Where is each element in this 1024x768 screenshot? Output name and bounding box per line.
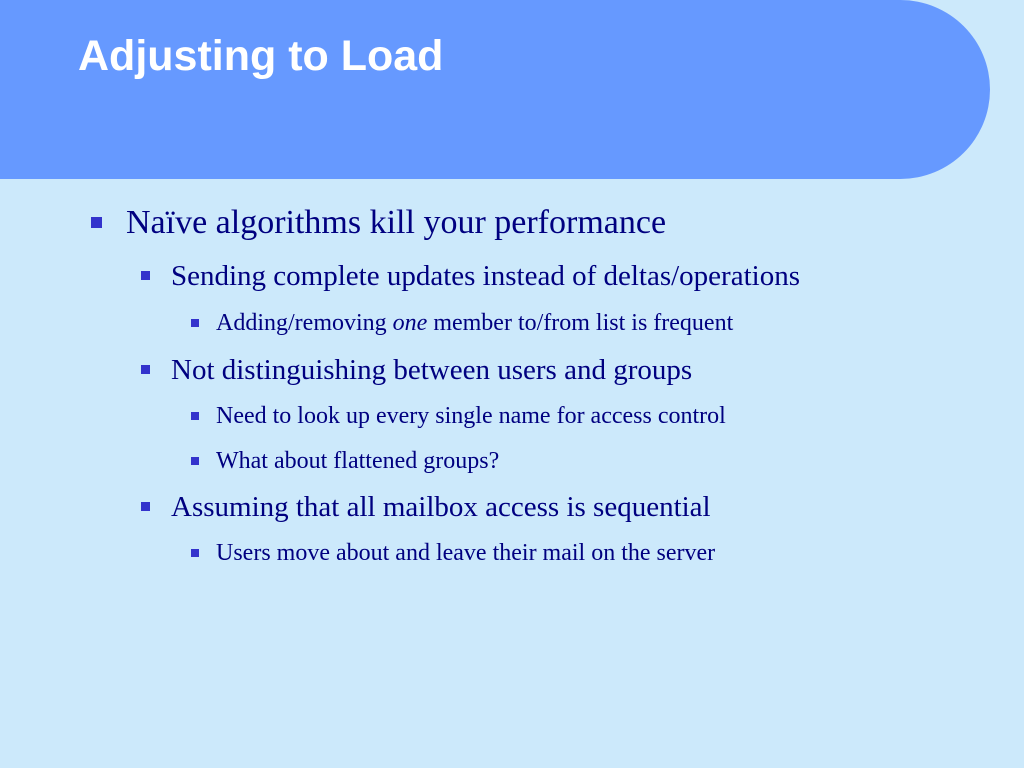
square-bullet-icon <box>191 412 199 420</box>
bullet-item-level2 <box>171 259 800 293</box>
bullet-text: Users move about and leave their mail on the server <box>216 540 716 566</box>
bullet-text: Sending complete updates instead of deltas/operations <box>171 260 800 292</box>
bullet-text: Need to look up every single name for access control <box>216 403 726 429</box>
bullet-item-level3 <box>216 539 715 567</box>
square-bullet-icon <box>141 271 150 280</box>
bullet-item-level3 <box>216 309 733 337</box>
square-bullet-icon <box>191 457 199 465</box>
bullet-item-level1 <box>126 203 666 243</box>
bullet-text: Not distinguishing between users and groups <box>171 354 693 386</box>
bullet-text-prefix: Adding/removing <box>216 310 393 336</box>
bullet-item-level3 <box>216 402 726 430</box>
square-bullet-icon <box>191 319 199 327</box>
bullet-item-level2 <box>171 490 711 524</box>
bullet-text: Assuming that all mailbox access is sequential <box>171 491 711 523</box>
bullet-text-emphasis: one <box>392 310 428 336</box>
bullet-item-level2 <box>171 353 692 387</box>
square-bullet-icon <box>141 502 150 511</box>
square-bullet-icon <box>141 365 150 374</box>
bullet-text: Naïve algorithms kill your performance <box>126 204 667 241</box>
bullet-text: What about flattened groups? <box>216 448 500 474</box>
bullet-item-level3 <box>216 447 499 475</box>
square-bullet-icon <box>191 549 199 557</box>
bullet-text-suffix: member to/from list is frequent <box>427 310 734 336</box>
square-bullet-icon <box>91 217 102 228</box>
slide-title: Adjusting to Load <box>78 32 444 80</box>
